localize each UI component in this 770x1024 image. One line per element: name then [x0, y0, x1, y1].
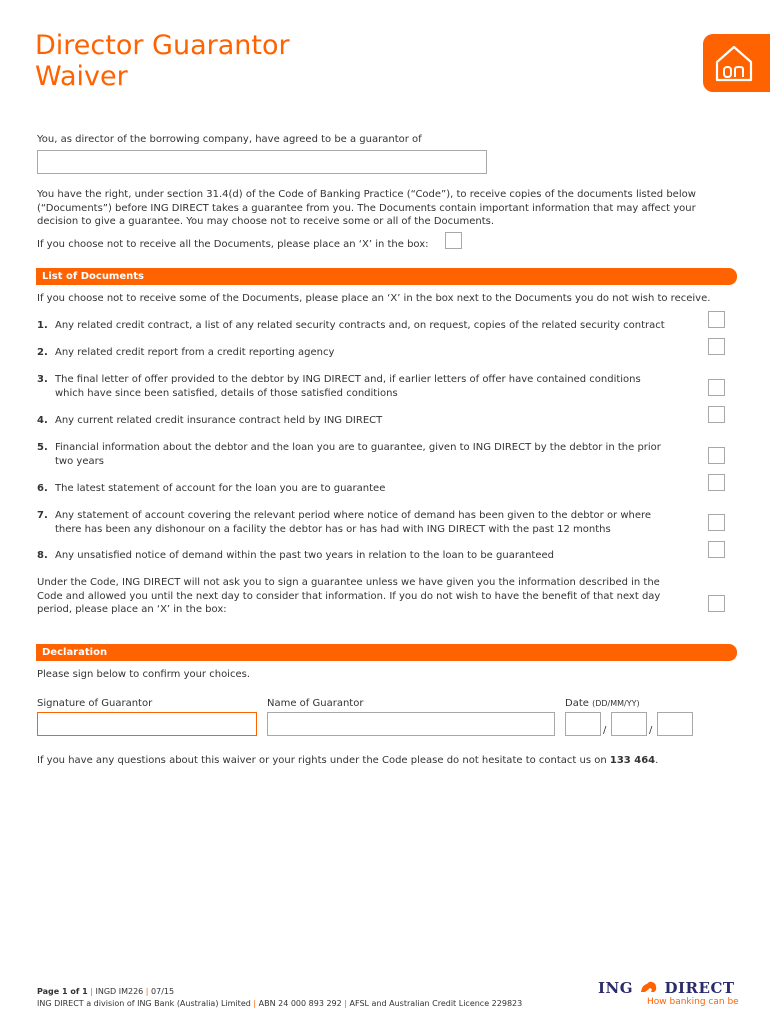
- item-8-checkbox[interactable]: [708, 541, 725, 558]
- not-all-text: If you choose not to receive all the Documents, please place an ‘X’ in the box:: [37, 239, 429, 250]
- title-line-2: Waiver: [35, 61, 128, 92]
- item-number: 1.: [37, 320, 48, 331]
- signature-label: Signature of Guarantor: [37, 698, 153, 709]
- item-text: The latest statement of account for the loan you are to guarantee: [55, 483, 386, 494]
- date-month-field[interactable]: [611, 712, 647, 736]
- item-number: 2.: [37, 347, 48, 358]
- list-item: [37, 346, 687, 360]
- home-button[interactable]: [703, 34, 770, 92]
- lion-icon: [639, 980, 659, 994]
- title-line-1: Director Guarantor: [35, 30, 290, 61]
- item-number: 4.: [37, 415, 48, 426]
- list-item: [37, 482, 687, 496]
- logo-direct-text: DIRECT: [664, 979, 735, 997]
- form-code: INGD IM226: [95, 987, 144, 996]
- item-3-checkbox[interactable]: [708, 379, 725, 396]
- date-separator: /: [603, 725, 607, 736]
- declaration-heading: Declaration: [36, 644, 737, 661]
- item-number: 8.: [37, 550, 48, 561]
- item-text: Any statement of account covering the relevant period where notice of demand has been given to the debtor or where there has been any dishonour on a facility the debtor has or has had with ING DIRECT with the past 12 months: [55, 510, 652, 535]
- list-of-documents-heading: List of Documents: [36, 268, 737, 285]
- list-instruction: If you choose not to receive some of the Documents, please place an ‘X’ in the box next to the Documents you do not wish to receive.: [37, 293, 711, 304]
- list-item: [37, 549, 687, 563]
- item-2-checkbox[interactable]: [708, 338, 725, 355]
- item-number: 7.: [37, 510, 48, 521]
- date-day-field[interactable]: [565, 712, 601, 736]
- date-format-hint: (DD/MM/YY): [592, 699, 640, 708]
- item-number: 6.: [37, 483, 48, 494]
- date-label-text: Date: [565, 698, 589, 709]
- abn: ABN 24 000 893 292: [258, 999, 342, 1008]
- date-separator: /: [649, 725, 653, 736]
- item-6-checkbox[interactable]: [708, 474, 725, 491]
- item-text: Financial information about the debtor and the loan you are to guarantee, given to ING DIRECT by the debtor in the prior two years: [55, 442, 661, 467]
- footer-line-1: [37, 986, 174, 997]
- name-label: Name of Guarantor: [267, 698, 364, 709]
- list-item: [37, 319, 687, 333]
- list-item: [37, 414, 687, 428]
- contact-sentence: If you have any questions about this waiver or your rights under the Code please do not hesitate to contact us on: [37, 755, 607, 766]
- item-text: Any current related credit insurance contract held by ING DIRECT: [55, 415, 383, 426]
- guarantor-of-text: You, as director of the borrowing company, have agreed to be a guarantor of: [37, 134, 422, 145]
- footer-separator: |: [145, 987, 149, 996]
- footer-line-2: [37, 998, 522, 1009]
- form-date: 07/15: [151, 987, 175, 996]
- borrowing-company-field[interactable]: [37, 150, 487, 174]
- footer-separator: |: [90, 987, 93, 996]
- footer-separator: |: [344, 999, 347, 1008]
- item-number: 5.: [37, 442, 48, 453]
- item-1-checkbox[interactable]: [708, 311, 725, 328]
- next-day-text: Under the Code, ING DIRECT will not ask you to sign a guarantee unless we have given you the information described in the Code and allowed you until the next day to consider that information. If you do not wish to have the benefit of that next day period, please place an ‘X’ in the box:: [37, 577, 661, 615]
- list-item: [37, 441, 667, 468]
- licence: AFSL and Australian Credit Licence 229823: [349, 999, 523, 1008]
- signature-field[interactable]: [37, 712, 257, 736]
- contact-period: .: [655, 755, 659, 766]
- date-label: [565, 697, 640, 711]
- not-all-checkbox[interactable]: [445, 232, 462, 249]
- home-icon: [713, 42, 755, 84]
- item-text: Any related credit contract, a list of any related security contracts and, on request, copies of the related security contract: [55, 320, 665, 331]
- next-day-checkbox[interactable]: [708, 595, 725, 612]
- item-text: Any unsatisfied notice of demand within the past two years in relation to the loan to be guaranteed: [55, 550, 554, 561]
- ing-direct-logo: [598, 979, 735, 997]
- item-5-checkbox[interactable]: [708, 447, 725, 464]
- item-number: 3.: [37, 374, 48, 385]
- page-title: [35, 30, 290, 92]
- item-4-checkbox[interactable]: [708, 406, 725, 423]
- company-name: ING DIRECT a division of ING Bank (Australia) Limited: [37, 999, 251, 1008]
- date-year-field[interactable]: [657, 712, 693, 736]
- footer-separator: |: [253, 999, 257, 1008]
- rights-text: You have the right, under section 31.4(d) of the Code of Banking Practice (“Code”), to receive copies of the documents listed below (“Documents”) before ING DIRECT takes a guarantee from you. The Documents contain important information that may affect your decision to give a guarantee. You may choose not to receive some or all of the Documents.: [37, 189, 696, 227]
- item-text: The final letter of offer provided to the debtor by ING DIRECT and, if earlier letters of offer have contained conditions which have since been satisfied, details of those satisfied conditions: [55, 374, 641, 399]
- list-item: [37, 373, 667, 400]
- name-field[interactable]: [267, 712, 555, 736]
- contact-phone: 133 464: [609, 755, 656, 766]
- logo-ing-text: ING: [598, 979, 634, 997]
- list-item: [37, 509, 677, 536]
- contact-text: [37, 754, 737, 768]
- declaration-instruction: Please sign below to confirm your choices.: [37, 669, 250, 680]
- page-number: Page 1 of 1: [37, 987, 88, 996]
- item-text: Any related credit report from a credit reporting agency: [55, 347, 335, 358]
- item-7-checkbox[interactable]: [708, 514, 725, 531]
- tagline: How banking can be: [647, 997, 739, 1007]
